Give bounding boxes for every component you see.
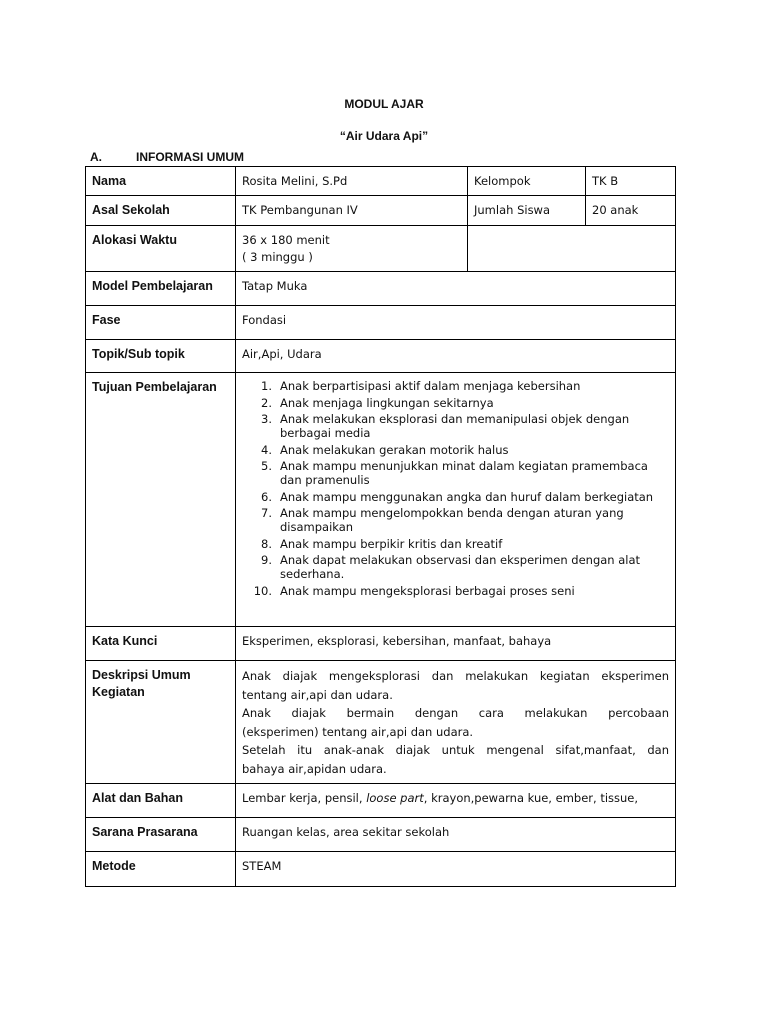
tujuan-item-text: Anak melakukan gerakan motorik halus — [280, 442, 509, 457]
tujuan-item — [242, 396, 669, 410]
row-metode — [86, 852, 676, 887]
row-nama — [86, 167, 676, 196]
row-tujuan — [86, 373, 676, 627]
kata-kunci-value: Eksperimen, eksplorasi, kebersihan, manfaat, bahaya — [236, 627, 676, 661]
alokasi-line-1: 36 x 180 menit — [242, 233, 330, 247]
tujuan-item-number: 10. — [253, 583, 272, 598]
alat-bahan-value — [236, 784, 676, 818]
tujuan-item — [242, 553, 669, 581]
tujuan-item-number: 4. — [261, 442, 272, 457]
row-sarana — [86, 818, 676, 852]
alat-text-2: , krayon,pewarna kue, ember, tissue, — [423, 791, 639, 805]
tujuan-item-text: Anak mampu menggunakan angka dan huruf dalam berkegiatan — [280, 489, 654, 504]
row-deskripsi — [86, 661, 676, 784]
row-asal-sekolah — [86, 196, 676, 226]
topik-label: Topik/Sub topik — [86, 340, 236, 373]
tujuan-item — [242, 584, 669, 598]
document-subtitle: “Air Udara Api” — [339, 129, 429, 143]
tujuan-item-number: 2. — [261, 395, 272, 410]
row-alat-bahan — [86, 784, 676, 818]
alat-text-italic: loose part — [366, 791, 424, 805]
metode-label: Metode — [86, 852, 236, 887]
tujuan-item-number: 3. — [261, 412, 272, 426]
deskripsi-line: Anak diajak mengeksplorasi dan melakukan kegiatan eksperimen — [242, 669, 669, 683]
tujuan-item-text: Anak menjaga lingkungan sekitarnya — [280, 395, 494, 410]
tujuan-item-number: 1. — [261, 379, 272, 393]
tujuan-item-number: 9. — [261, 553, 272, 567]
kelompok-label: Kelompok — [468, 167, 586, 196]
model-label: Model Pembelajaran — [86, 272, 236, 306]
topik-value: Air,Api, Udara — [236, 340, 676, 373]
alat-text-1: Lembar kerja, pensil, — [242, 791, 367, 805]
tujuan-item-text: Anak mampu mengeksplorasi berbagai proses seni — [280, 583, 575, 598]
tujuan-item-text: Anak melakukan eksplorasi dan memanipulasi objek dengan berbagai media — [280, 412, 630, 440]
tujuan-item-text: Anak mampu menunjukkan minat dalam kegiatan pramembaca dan pramenulis — [280, 459, 648, 487]
section-number: A. — [90, 150, 102, 164]
alokasi-line-2: ( 3 minggu ) — [242, 250, 313, 264]
section-heading — [90, 150, 244, 164]
sarana-value: Ruangan kelas, area sekitar sekolah — [236, 818, 676, 852]
document-title: MODUL AJAR — [344, 97, 424, 111]
alokasi-waktu-label: Alokasi Waktu — [86, 226, 236, 272]
deskripsi-value — [236, 661, 676, 784]
sarana-label: Sarana Prasarana — [86, 818, 236, 852]
row-fase — [86, 306, 676, 340]
tujuan-item-text: Anak berpartisipasi aktif dalam menjaga kebersihan — [280, 379, 581, 393]
deskripsi-line: bahaya air,apidan udara. — [242, 761, 387, 776]
asal-sekolah-value: TK Pembangunan IV — [236, 196, 468, 226]
deskripsi-label-line-1: Deskripsi Umum — [92, 668, 191, 682]
model-value: Tatap Muka — [236, 272, 676, 306]
alat-bahan-label: Alat dan Bahan — [86, 784, 236, 818]
nama-label: Nama — [86, 167, 236, 196]
section-title: INFORMASI UMUM — [136, 150, 244, 164]
metode-value: STEAM — [236, 852, 676, 887]
tujuan-item — [242, 379, 669, 393]
row-topik — [86, 340, 676, 373]
tujuan-item-number: 6. — [261, 489, 272, 504]
tujuan-item-text: Anak mampu mengelompokkan benda dengan aturan yang disampaikan — [280, 506, 624, 534]
deskripsi-line: Anak diajak bermain dengan cara melakukan percobaan — [242, 706, 669, 720]
deskripsi-label — [86, 661, 236, 784]
fase-value: Fondasi — [236, 306, 676, 340]
jumlah-siswa-value: 20 anak — [586, 196, 676, 226]
tujuan-cell — [236, 373, 676, 627]
jumlah-siswa-label: Jumlah Siswa — [468, 196, 586, 226]
info-table — [85, 166, 676, 887]
kelompok-value: TK B — [586, 167, 676, 196]
tujuan-item — [242, 490, 669, 504]
tujuan-item-text: Anak dapat melakukan observasi dan eksperimen dengan alat sederhana. — [280, 553, 641, 581]
kata-kunci-label: Kata Kunci — [86, 627, 236, 661]
alokasi-empty-cell — [468, 226, 676, 272]
deskripsi-label-line-2: Kegiatan — [92, 685, 145, 699]
tujuan-item — [242, 459, 669, 487]
row-model — [86, 272, 676, 306]
tujuan-item-number: 5. — [261, 459, 272, 473]
deskripsi-line: tentang air,api dan udara. — [242, 687, 393, 702]
tujuan-item — [242, 506, 669, 534]
row-alokasi-waktu — [86, 226, 676, 272]
row-kata-kunci — [86, 627, 676, 661]
deskripsi-line: Setelah itu anak-anak diajak untuk mengenal sifat,manfaat, dan — [242, 743, 669, 757]
tujuan-list — [242, 379, 669, 598]
tujuan-item — [242, 537, 669, 551]
asal-sekolah-label: Asal Sekolah — [86, 196, 236, 226]
deskripsi-line: (eksperimen) tentang air,api dan udara. — [242, 724, 474, 739]
alokasi-waktu-value — [236, 226, 468, 272]
tujuan-item-number: 8. — [261, 536, 272, 551]
nama-value: Rosita Melini, S.Pd — [236, 167, 468, 196]
tujuan-item-number: 7. — [261, 506, 272, 520]
fase-label: Fase — [86, 306, 236, 340]
tujuan-item — [242, 443, 669, 457]
tujuan-item-text: Anak mampu berpikir kritis dan kreatif — [280, 536, 503, 551]
tujuan-label: Tujuan Pembelajaran — [86, 373, 236, 627]
tujuan-item — [242, 412, 669, 440]
